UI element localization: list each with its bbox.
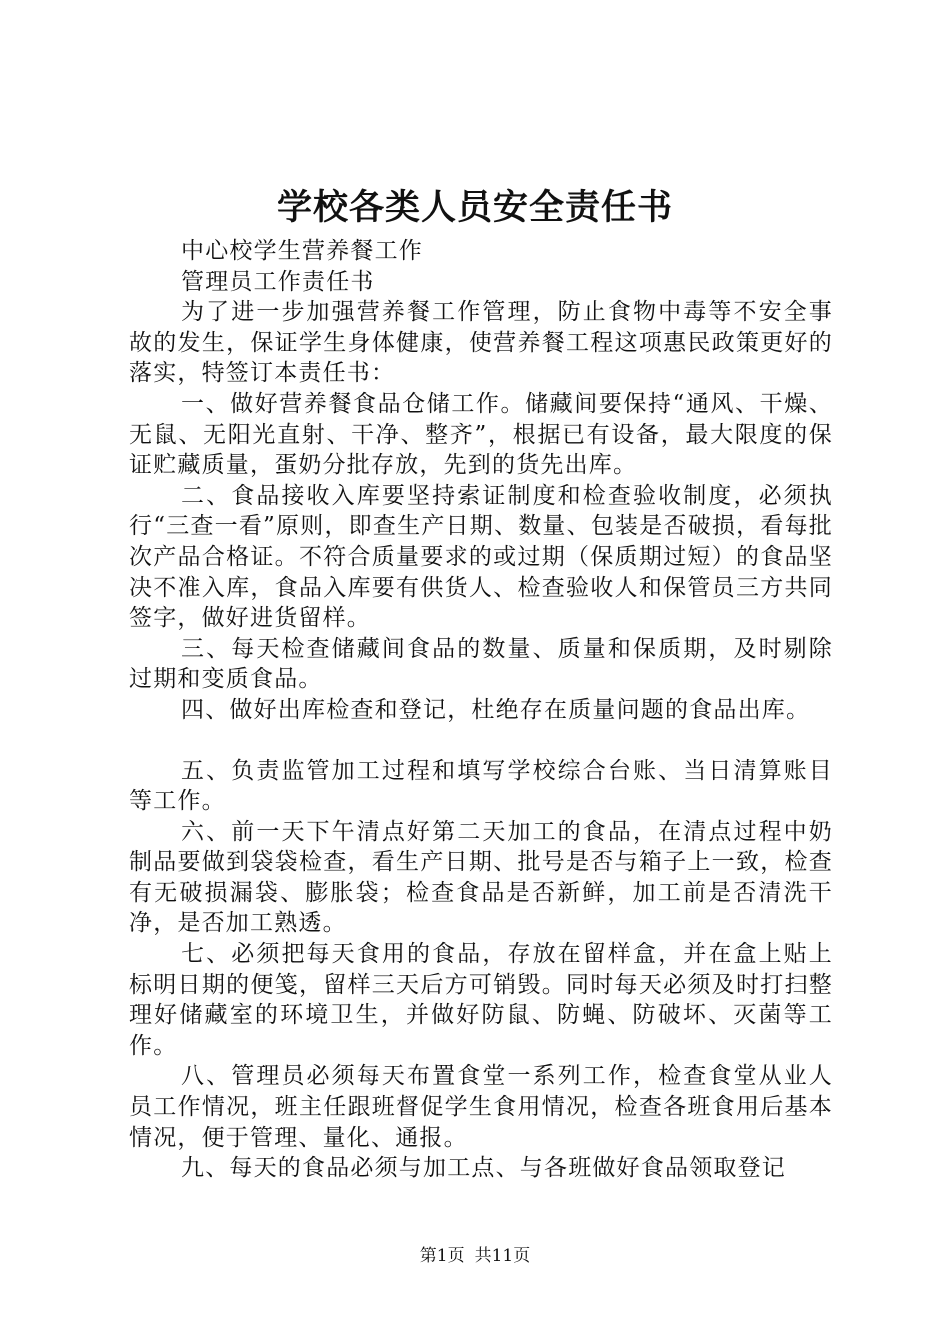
paragraph-item-9: 九、每天的食品必须与加工点、与各班做好食品领取登记 xyxy=(181,1155,786,1182)
paragraph-item-8: 八、管理员必须每天布置食堂一系列工作，检查食堂从业人员工作情况，班主任跟班督促学生食用情况，检查各班食用后基本情况，便于管理、量化、通报。 xyxy=(129,1063,833,1151)
paragraph-item-2: 二、食品接收入库要坚持索证制度和检查验收制度，必须执行“三查一看”原则，即查生产日期、数量、包装是否破损，看每批次产品合格证。不符合质量要求的或过期（保质期过短）的食品坚决不准入库，食品入库要有供货人、检查验收人和保管员三方共同签字，做好进货留样。 xyxy=(129,482,833,632)
paragraph-item-5: 五、负责监管加工过程和填写学校综合台账、当日清算账目等工作。 xyxy=(129,757,833,815)
paragraph-item-4: 四、做好出库检查和登记，杜绝存在质量问题的食品出库。 xyxy=(181,696,811,723)
paragraph-heading-1: 中心校学生营养餐工作 xyxy=(181,238,423,264)
document-body xyxy=(129,236,833,1184)
page-number: 第1页 xyxy=(419,1246,465,1266)
paragraph-intro: 为了进一步加强营养餐工作管理，防止食物中毒等不安全事故的发生，保证学生身体健康，使营养餐工程这项惠民政策更好的落实，特签订本责任书： xyxy=(129,299,833,387)
paragraph-item-7: 七、必须把每天食用的食品，存放在留样盒，并在盒上贴上标明日期的便笺，留样三天后方可销毁。同时每天必须及时打扫整理好储藏室的环境卫生，并做好防鼠、防蝇、防破坏、灭菌等工作。 xyxy=(129,941,833,1059)
paragraph-item-3: 三、每天检查储藏间食品的数量、质量和保质期，及时剔除过期和变质食品。 xyxy=(129,635,833,693)
paragraph-item-1: 一、做好营养餐食品仓储工作。储藏间要保持“通风、干燥、无鼠、无阳光直射、干净、整齐”，根据已有设备，最大限度的保证贮藏质量，蛋奶分批存放，先到的货先出库。 xyxy=(129,390,833,479)
paragraph-item-6: 六、前一天下午清点好第二天加工的食品，在清点过程中奶制品要做到袋袋检查，看生产日期、批号是否与箱子上一致，检查有无破损漏袋、膨胀袋；检查食品是否新鲜，加工前是否清洗干净，是否加工熟透。 xyxy=(129,818,833,937)
document-title: 学校各类人员安全责任书 xyxy=(276,187,673,228)
paragraph-heading-2: 管理员工作责任书 xyxy=(181,268,375,295)
page-total: 共11页 xyxy=(474,1246,531,1266)
page-footer xyxy=(0,1244,950,1268)
